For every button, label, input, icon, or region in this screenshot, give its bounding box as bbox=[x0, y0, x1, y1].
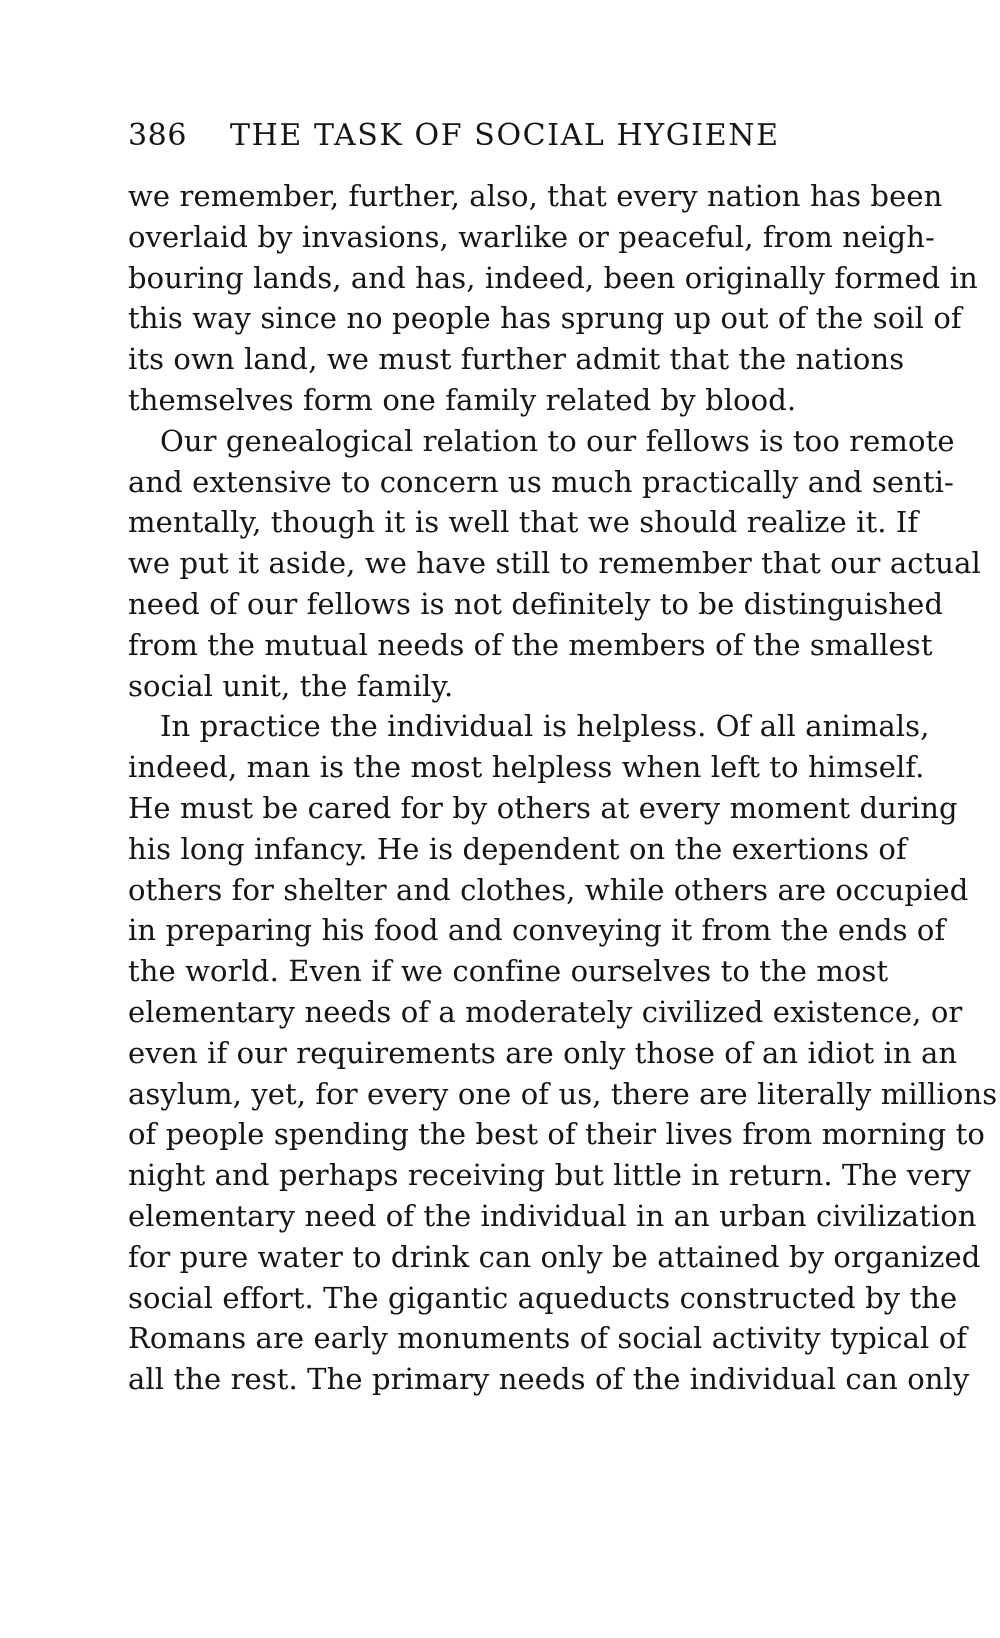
text-line: from the mutual needs of the members of the smallest bbox=[128, 627, 933, 662]
running-head bbox=[128, 118, 879, 162]
text-line: mentally, though it is well that we should realize it. If bbox=[128, 505, 919, 540]
text-line: its own land, we must further admit that the nations bbox=[128, 342, 905, 377]
text-line: in preparing his food and conveying it from the ends of bbox=[128, 913, 946, 948]
text-line: the world. Even if we confine ourselves to the most bbox=[128, 954, 889, 989]
page-number: 386 bbox=[128, 118, 188, 153]
text-line: bouring lands, and has, indeed, been originally formed in bbox=[128, 260, 978, 295]
text-line: even if our requirements are only those of an idiot in an bbox=[128, 1035, 958, 1070]
paragraph-first-line: Our genealogical relation to our fellows is too remote bbox=[160, 423, 955, 458]
text-line: Romans are early monuments of social activity typical of bbox=[128, 1321, 968, 1356]
text-line: his long infancy. He is dependent on the exertions of bbox=[128, 831, 907, 866]
text-line: this way since no people has sprung up out of the soil of bbox=[128, 301, 962, 336]
text-line: we remember, further, also, that every nation has been bbox=[128, 179, 943, 213]
text-line: all the rest. The primary needs of the individual can only bbox=[128, 1362, 970, 1397]
text-line: we put it aside, we have still to remember that our actual bbox=[128, 546, 981, 581]
text-line: overlaid by invasions, warlike or peaceful, from neigh- bbox=[128, 219, 935, 254]
text-line: night and perhaps receiving but little in return. The very bbox=[128, 1158, 971, 1193]
text-line: of people spending the best of their lives from morning to bbox=[128, 1117, 985, 1152]
book-page bbox=[128, 118, 998, 1400]
text-line: indeed, man is the most helpless when left to himself. bbox=[128, 750, 925, 785]
running-head-title: THE TASK OF SOCIAL HYGIENE bbox=[230, 118, 780, 153]
body-text bbox=[128, 176, 998, 1400]
text-line: He must be cared for by others at every moment during bbox=[128, 790, 958, 825]
text-line: asylum, yet, for every one of us, there are literally millions bbox=[128, 1076, 998, 1111]
text-line: need of our fellows is not definitely to be distinguished bbox=[128, 586, 944, 621]
text-line: social unit, the family. bbox=[128, 668, 454, 703]
paragraph-first-line: In practice the individual is helpless. Of all animals, bbox=[160, 709, 930, 744]
text-line: for pure water to drink can only be attained by organized bbox=[128, 1239, 981, 1274]
text-line: elementary need of the individual in an urban civilization bbox=[128, 1198, 977, 1233]
text-line: themselves form one family related by blood. bbox=[128, 382, 797, 417]
text-line: others for shelter and clothes, while others are occupied bbox=[128, 872, 969, 907]
text-line: and extensive to concern us much practically and senti- bbox=[128, 464, 954, 499]
text-line: social effort. The gigantic aqueducts constructed by the bbox=[128, 1280, 958, 1315]
text-line: elementary needs of a moderately civilized existence, or bbox=[128, 994, 963, 1029]
